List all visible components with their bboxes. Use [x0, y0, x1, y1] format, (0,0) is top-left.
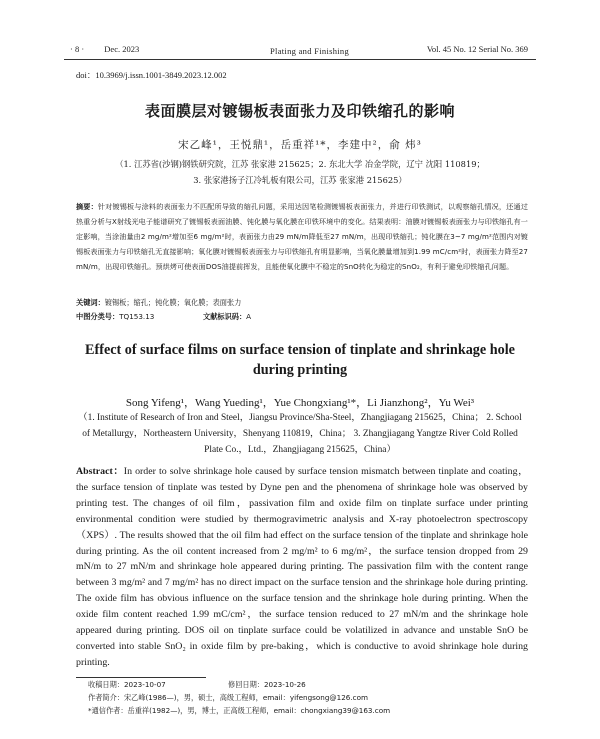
chinese-abstract-body: 针对镀锡板与涂料的表面张力不匹配所导致的缩孔问题，采用达因笔检测镀锡板表面张力，并进行印铁测试，以观察缩孔情况，还通过热重分析与X射线光电子能谱研究了镀锡板表面油膜、钝化膜与氧化膜在印铁环境中的变化。结果表明：油膜对镀锡板表面张力与印铁缩孔有一定影响，当涂油量由2 mg/m²增加至6 mg/m²时，表面张力由29 mN/m降低至27 mN/m，出现印铁缩孔；钝化膜在3~7 mg/m²范围内对镀锡板表面张力与印铁缩孔无直接影响；氧化膜对镀锡板表面张力与印铁缩孔有明显影响，当氧化膜量增加到1.99 mC/cm²时，表面张力降至27 mN/m，出现印铁缩孔。预烘烤可使表面DOS油提前挥发，且能使氧化膜中不稳定的SnO转化为稳定的SnO₂，有利于避免印铁缩孔问题。: [76, 202, 528, 271]
english-abstract-label: Abstract：: [76, 466, 124, 477]
issue-date: Dec. 2023: [104, 44, 140, 54]
keywords-value: 镀锡板；缩孔；钝化膜；氧化膜；表面张力: [104, 298, 242, 307]
chinese-keywords: [76, 298, 241, 308]
running-header: [70, 44, 528, 58]
footnote-rule: [76, 677, 206, 678]
doc-code-label: 文献标识码：: [203, 312, 247, 321]
footnote-corresponding: *通信作者：岳重祥(1982—)，男，博士，正高级工程师，email：chongxiang39@163.com: [88, 706, 391, 715]
chinese-affiliations: [64, 156, 536, 188]
chinese-authors: 宋乙峰¹，王悦鼎¹，岳重祥¹*，李建中²，俞 炜³: [178, 139, 422, 151]
doi: doi：10.3969/j.issn.1001-3849.2023.12.002: [76, 70, 227, 80]
received-date: 收稿日期：2023-10-07: [88, 680, 166, 689]
english-affiliations: （1. Institute of Research of Iron and Steel，Jiangsu Province/Sha-Steel，Zhangjiagang 215625，China； 2. School of Metallurgy，Northeastern University，Shenyang 110819，China； 3. Zhangjiagang Yangtze River Cold Rolled Plate Co.，Ltd.，Zhangjiagang 215625，China）: [78, 413, 522, 455]
class-value: TQ153.13: [119, 312, 155, 321]
chinese-title: 表面膜层对镀锡板表面张力及印铁缩孔的影响: [144, 102, 455, 120]
class-label: 中图分类号：: [76, 312, 120, 321]
header-rule: [64, 59, 536, 60]
volume-info: Vol. 45 No. 12 Serial No. 369: [426, 44, 528, 54]
english-abstract: [76, 464, 528, 671]
chinese-abstract: [76, 200, 528, 275]
journal-name: Plating and Finishing: [270, 46, 350, 56]
english-abstract-body: In order to solve shrinkage hole caused by surface tension mismatch between tinplate and coating，the surface tension of tinplate was tested by Dyne pen and the phenomena of shrinkage hole was observed by printing test. The changes of oil film，passivation film and oxide film on tinplate surface under printing environmental condition were studied by thermogravimetric analysis and X-ray photoelectron spectroscopy（XPS）. The results showed that the oil film had effect on the surface tension of the tinplate and shrinkage hole during printing. As the oil content increased from 2 mg/m² to 6 mg/m²，the surface tension dropped from 29 mN/m to 27 mN/m and shrinkage hole appeared during printing. The passivation film with the content range between 3 mg/m² and 7 mg/m² has no direct impact on the surface tension and the shrinkage hole during printing. The oxide film has obvious influence on the surface tension and the shrinkage hole during printing. When the oxide film content reached 1.99 mC/cm²，the surface tension reduced to 27 mN/m and the shrinkage hole appeared during printing. DOS oil on tinplate surface could be volatilized in advance and unstable SnO be converted into stable SnO₂ in oxide film by pre-baking，which is conductive to avoid shrinkage hole during printing.: [76, 466, 528, 668]
keywords-label: 关键词：: [76, 298, 105, 307]
page-number: · 8 ·: [70, 44, 85, 54]
chinese-abstract-label: 摘要：: [76, 202, 98, 211]
english-title: Effect of surface films on surface tension of tinplate and shrinkage hole during printing: [85, 342, 515, 378]
footnote-author: 作者简介：宋乙峰(1986—)，男，硕士，高级工程师，email：yifengsong@126.com: [88, 693, 368, 702]
doc-code-value: A: [246, 312, 252, 321]
classification: [76, 312, 528, 322]
revised-date: 修回日期：2023-10-26: [228, 680, 306, 689]
footnote-dates: [88, 680, 306, 690]
chinese-affiliation-line: （1. 江苏省(沙钢)钢铁研究院，江苏 张家港 215625；2. 东北大学 冶金学院，辽宁 沈阳 110819；: [115, 159, 485, 169]
chinese-affiliation-line: 3. 张家港扬子江冷轧板有限公司，江苏 张家港 215625）: [193, 175, 407, 185]
english-authors: Song Yifeng¹，Wang Yueding¹，Yue Chongxiang¹*，Li Jianzhong²，Yu Wei³: [125, 397, 475, 409]
